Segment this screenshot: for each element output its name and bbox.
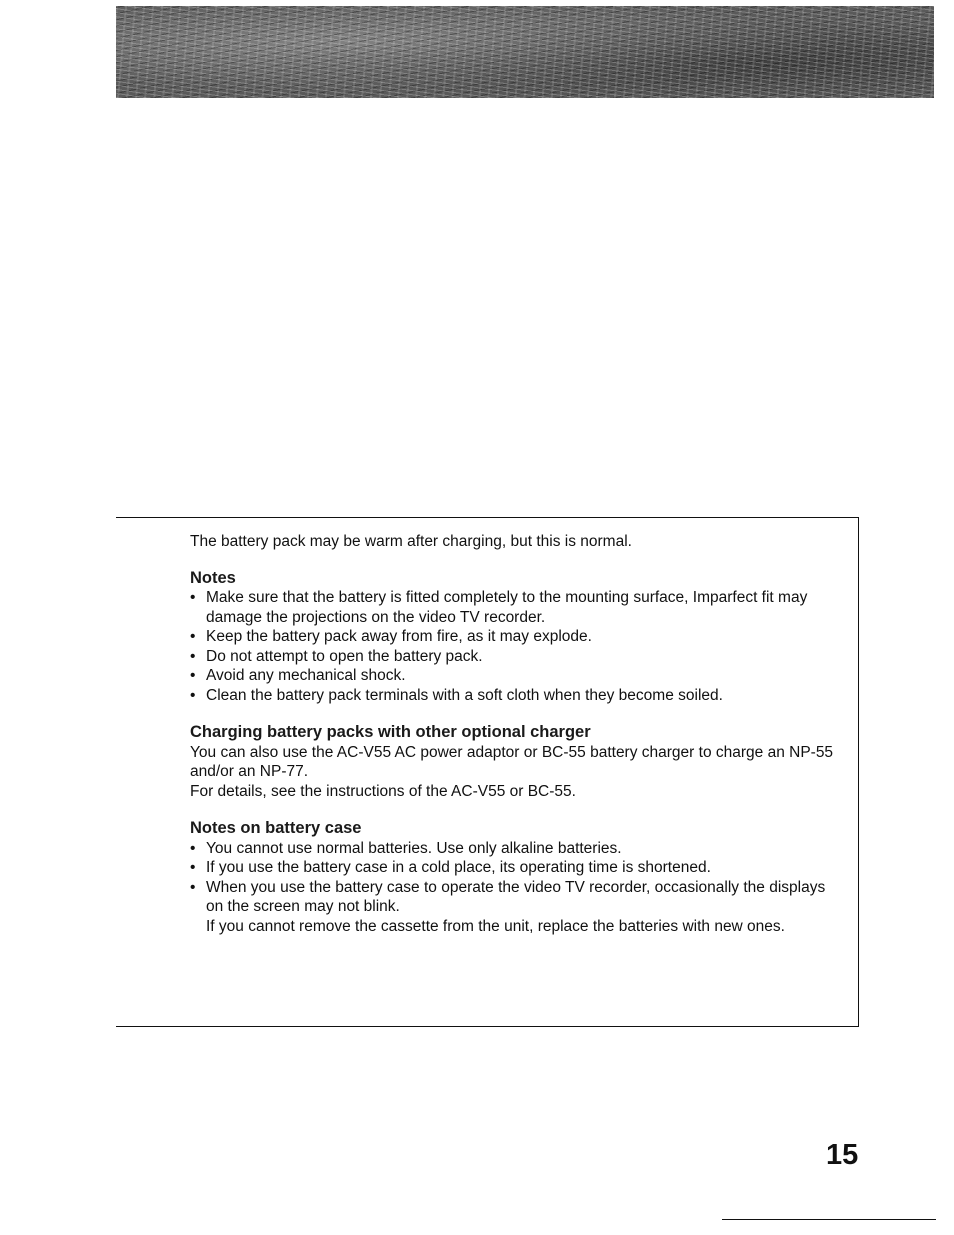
notes-heading: Notes bbox=[190, 568, 236, 587]
charging-section bbox=[190, 723, 840, 801]
page-number: 15 bbox=[826, 1139, 859, 1171]
charging-heading: Charging battery packs with other optional charger bbox=[190, 723, 591, 741]
notes-section bbox=[190, 569, 840, 706]
list-item: • You cannot use normal batteries. Use only alkaline batteries. bbox=[190, 839, 840, 859]
list-item: • Avoid any mechanical shock. bbox=[190, 666, 840, 686]
list-item-text: • When you use the battery case to operate the video TV recorder, occasionally the displays on the screen may not blink. bbox=[206, 878, 826, 915]
list-item: • Make sure that the battery is fitted completely to the mounting surface, Imparfect fit may damage the projections on the video TV recorder. bbox=[190, 588, 840, 627]
intro-text: The battery pack may be warm after charging, but this is normal. bbox=[190, 533, 632, 550]
battery-case-section bbox=[190, 819, 840, 936]
list-item: • Keep the battery pack away from fire, as it may explode. bbox=[190, 627, 840, 647]
list-item bbox=[190, 878, 840, 937]
list-item: • Do not attempt to open the battery pack. bbox=[190, 647, 840, 667]
battery-case-list bbox=[190, 839, 840, 937]
charging-paragraph: You can also use the AC-V55 AC power adaptor or BC-55 battery charger to charge an NP-55 and/or an NP-77. bbox=[190, 743, 834, 780]
list-item: • If you use the battery case in a cold place, its operating time is shortened. bbox=[190, 858, 840, 878]
list-item: • Clean the battery pack terminals with a soft cloth when they become soiled. bbox=[190, 686, 840, 706]
notes-list bbox=[190, 588, 840, 705]
header-texture-band bbox=[116, 6, 934, 98]
charging-paragraph: For details, see the instructions of the AC-V55 or BC-55. bbox=[190, 782, 576, 800]
list-item-continuation: If you cannot remove the cassette from the unit, replace the batteries with new ones. bbox=[206, 917, 785, 935]
info-box-content bbox=[190, 532, 840, 954]
bottom-rule bbox=[722, 1219, 936, 1220]
battery-case-heading: Notes on battery case bbox=[190, 819, 362, 837]
